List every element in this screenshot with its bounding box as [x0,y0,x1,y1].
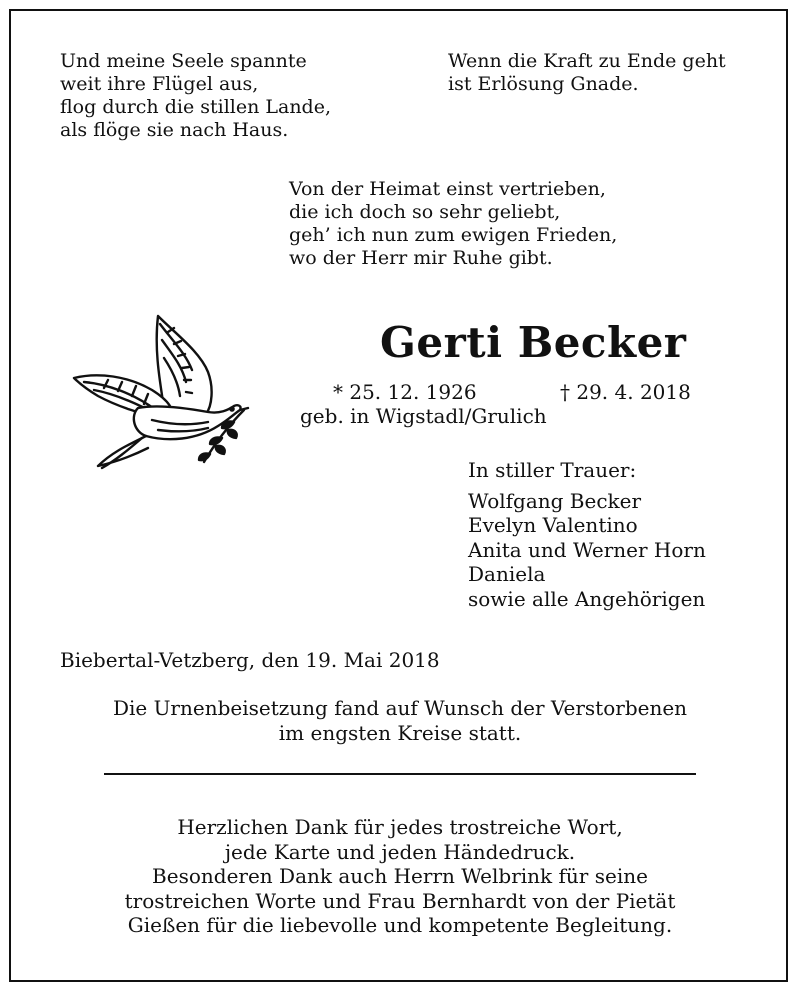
poem-right-line: Wenn die Kraft zu Ende geht [448,50,726,72]
thanks-line: trostreichen Worte und Frau Bernhardt von der Pietät [124,888,676,913]
poem-center [289,178,617,270]
mourner-name: Daniela [468,562,546,586]
poem-left-line: flog durch die stillen Lande, [60,96,332,118]
place-date: Biebertal-Vetzberg, den 19. Mai 2018 [60,648,440,672]
poem-right [448,50,726,96]
mourner-name: sowie alle Angehörigen [468,586,706,611]
dove-with-olive-branch-icon [68,310,253,475]
thanks-note [40,815,760,938]
death-date: † 29. 4. 2018 [560,380,691,404]
birth-date: * 25. 12. 1926 [333,380,477,404]
burial-note-line: im engsten Kreise statt. [278,720,522,745]
mourner-name: Anita und Werner Horn [468,537,706,562]
poem-left [60,50,331,142]
poem-center-line: die ich doch so sehr geliebt, [289,201,561,223]
poem-center-line: geh’ ich nun zum ewigen Frieden, [289,224,618,246]
mourner-name: Wolfgang Becker [468,488,642,513]
burial-note [40,696,760,745]
mourner-name: Evelyn Valentino [468,513,638,537]
thanks-line: Herzlichen Dank für jedes trostreiche Wort, [177,815,623,839]
mourners-list [468,458,706,611]
mourners-heading: In stiller Trauer: [468,458,637,482]
poem-left-line: weit ihre Flügel aus, [60,73,259,95]
birthplace: geb. in Wigstadl/Grulich [300,404,547,428]
poem-center-line: wo der Herr mir Ruhe gibt. [289,247,553,269]
poem-left-line: als flöge sie nach Haus. [60,119,289,141]
burial-note-line: Die Urnenbeisetzung fand auf Wunsch der Verstorbenen [112,696,688,720]
poem-center-line: Von der Heimat einst vertrieben, [289,178,606,200]
thanks-line: jede Karte und jeden Händedruck. [224,839,576,864]
divider-line [104,773,696,775]
thanks-line: Gießen für die liebevolle und kompetente Begleitung. [127,913,673,937]
poem-right-line: ist Erlösung Gnade. [448,73,639,95]
deceased-name: Gerti Becker [380,318,687,367]
thanks-line: Besonderen Dank auch Herrn Welbrink für seine [152,864,648,888]
poem-left-line: Und meine Seele spannte [60,50,307,72]
